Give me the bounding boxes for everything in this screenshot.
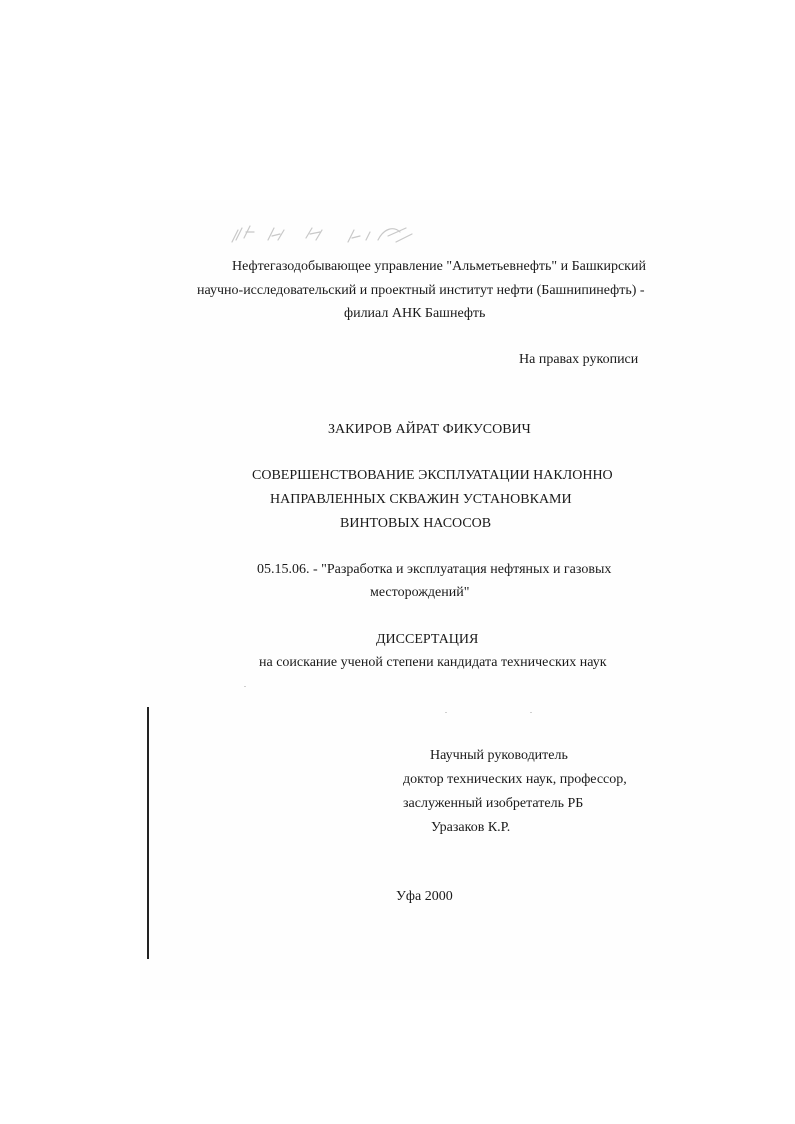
author-name: ЗАКИРОВ АЙРАТ ФИКУСОВИЧ — [328, 422, 531, 437]
degree-line: на соискание ученой степени кандидата технических наук — [259, 655, 607, 670]
faint-stamp — [228, 218, 418, 248]
title-line-3: ВИНТОВЫХ НАСОСОВ — [340, 516, 492, 531]
organization-line-2: научно-исследовательский и проектный институт нефти (Башнипинефть) - — [197, 283, 645, 298]
supervisor-name: Уразаков К.Р. — [431, 820, 511, 835]
organization-line-3: филиал АНК Башнефть — [344, 306, 486, 321]
specialty-line-2: месторождений" — [370, 585, 470, 600]
specialty-line-1: 05.15.06. - "Разработка и эксплуатация нефтяных и газовых — [257, 562, 612, 577]
place-and-year: Уфа 2000 — [396, 889, 453, 904]
scan-margin-line — [147, 707, 149, 959]
scan-speck — [530, 712, 532, 713]
organization-line-1: Нефтегазодобывающее управление "Альметьевнефть" и Башкирский — [232, 259, 646, 274]
supervisor-label: Научный руководитель — [430, 748, 568, 763]
title-line-1: СОВЕРШЕНСТВОВАНИЕ ЭКСПЛУАТАЦИИ НАКЛОННО — [252, 468, 613, 483]
supervisor-title: заслуженный изобретатель РБ — [403, 796, 584, 811]
title-line-2: НАПРАВЛЕННЫХ СКВАЖИН УСТАНОВКАМИ — [270, 492, 572, 507]
scan-speck — [445, 712, 447, 713]
work-type: ДИССЕРТАЦИЯ — [376, 632, 479, 647]
manuscript-note: На правах рукописи — [519, 352, 639, 367]
scan-speck — [244, 686, 246, 687]
supervisor-rank: доктор технических наук, профессор, — [403, 772, 627, 787]
